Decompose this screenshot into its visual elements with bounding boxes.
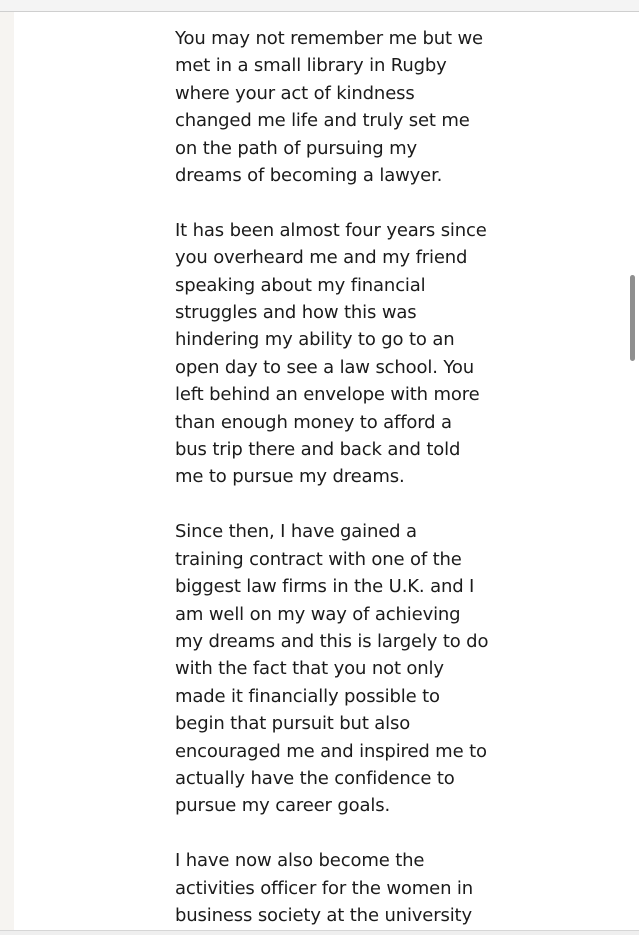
top-edge	[0, 0, 639, 12]
text-line: hindering my ability to go to an	[175, 329, 455, 351]
document-page[interactable]	[14, 12, 639, 931]
text-line: than enough money to afford a	[175, 411, 452, 433]
text-line: on the path of pursuing my	[175, 137, 417, 159]
text-line: met in a small library in Rugby	[175, 55, 447, 77]
text-line: actually have the confidence to	[175, 767, 455, 789]
text-line: where your act of kindness	[175, 82, 415, 104]
text-line: am well on my way of achieving	[175, 603, 461, 625]
text-line: encouraged me and inspired me to	[175, 740, 487, 762]
text-line: business society at the university	[175, 904, 472, 926]
text-line: with the fact that you not only	[175, 658, 444, 680]
text-line: pursue my career goals.	[175, 795, 391, 817]
text-line: changed me life and truly set me	[175, 110, 470, 132]
left-margin	[0, 12, 14, 935]
letter-paragraph	[175, 518, 505, 819]
text-line: open day to see a law school. You	[175, 356, 474, 378]
text-line: training contract with one of the	[175, 548, 462, 570]
text-line: dreams of becoming a lawyer.	[175, 165, 443, 187]
vertical-scrollbar[interactable]	[630, 275, 635, 361]
text-line: my dreams and this is largely to do	[175, 630, 489, 652]
text-line: It has been almost four years since	[175, 219, 487, 241]
text-line: Since then, I have gained a	[175, 521, 417, 543]
text-line: biggest law firms in the U.K. and I	[175, 576, 475, 598]
letter-paragraph	[175, 25, 505, 189]
text-line: you overheard me and my friend	[175, 247, 468, 269]
text-line: activities officer for the women in	[175, 877, 474, 899]
text-line: You may not remember me but we	[175, 28, 483, 49]
letter-paragraph	[175, 217, 505, 491]
text-line: made it financially possible to	[175, 685, 440, 707]
text-line: left behind an envelope with more	[175, 384, 480, 406]
letter-paragraph	[175, 847, 505, 929]
text-line: speaking about my financial	[175, 274, 426, 296]
bottom-edge	[0, 930, 639, 935]
text-line: begin that pursuit but also	[175, 713, 411, 735]
text-line: bus trip there and back and told	[175, 439, 461, 461]
letter-text	[175, 25, 505, 935]
text-line: me to pursue my dreams.	[175, 466, 405, 488]
text-line: struggles and how this was	[175, 302, 417, 324]
text-line: I have now also become the	[175, 850, 425, 872]
